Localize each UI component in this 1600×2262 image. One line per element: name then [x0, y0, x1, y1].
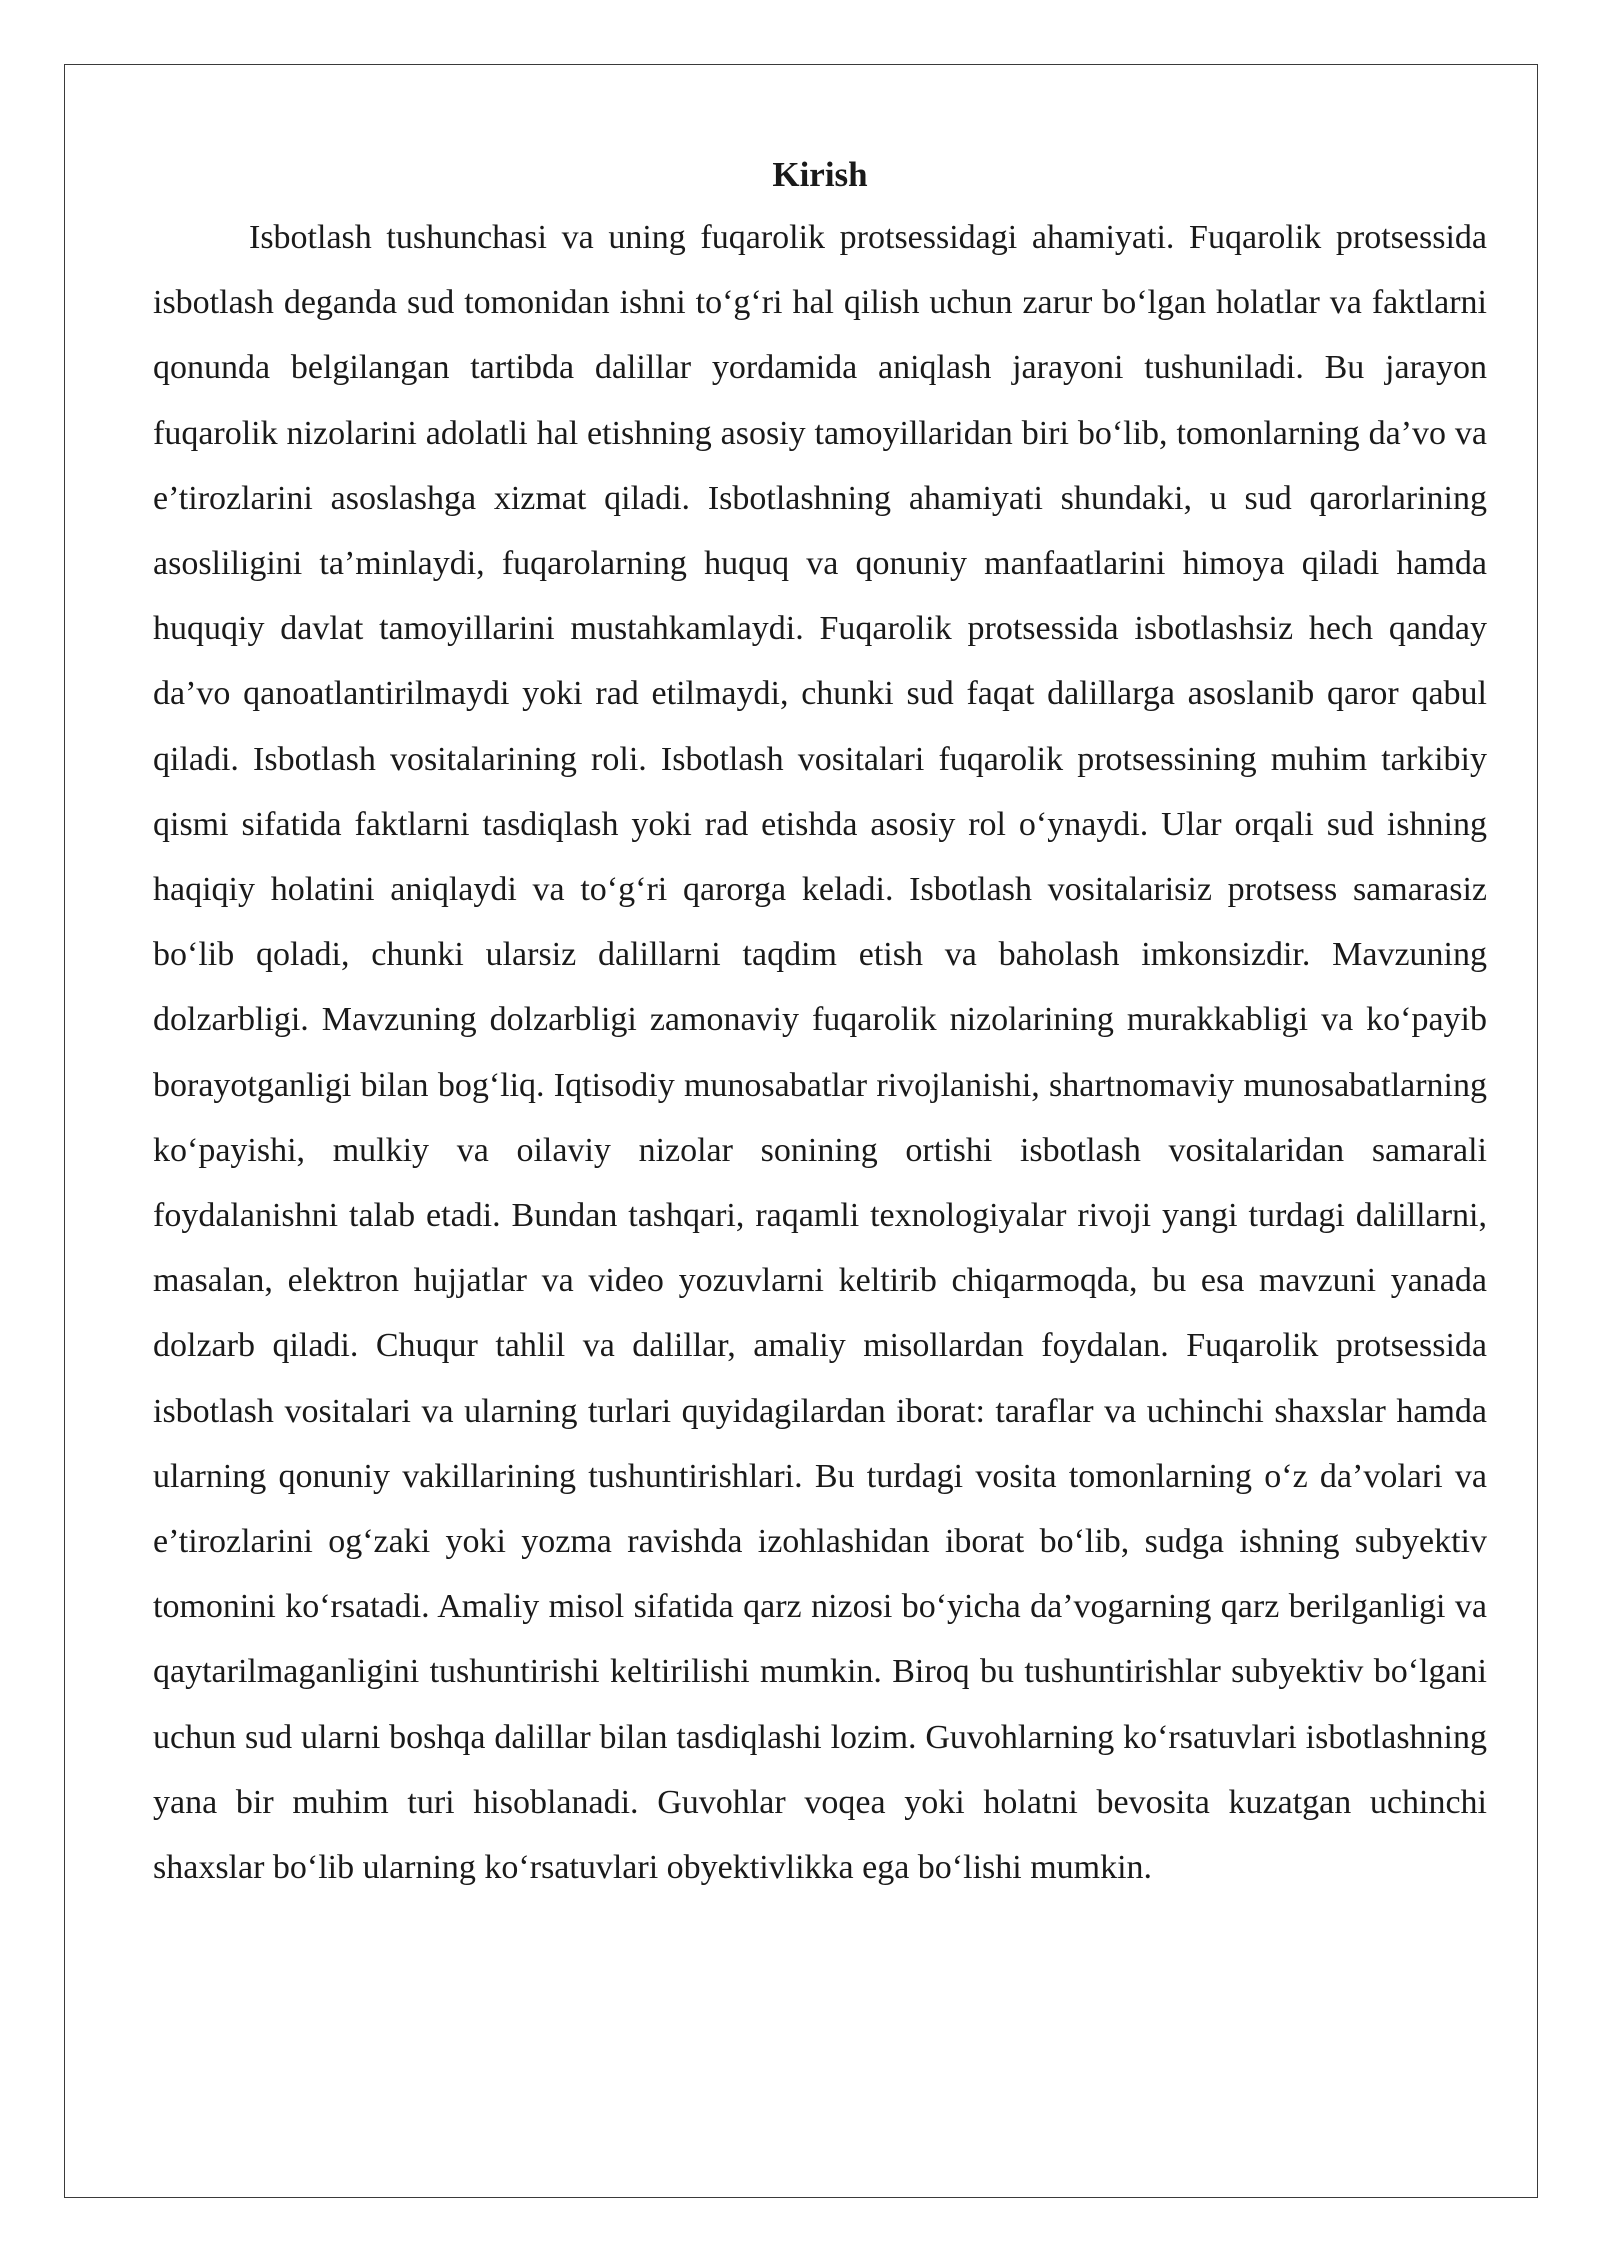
- document-content: [153, 145, 1487, 1900]
- document-body-paragraph: Isbotlash tushunchasi va uning fuqarolik protsessidagi ahamiyati. Fuqarolik protsessida isbotlash deganda sud tomonidan ishni to‘g‘ri hal qilish uchun zarur bo‘lgan holatlar va faktlarni qonunda belgilangan tartibda dalillar yordamida aniqlash jarayoni tushuniladi. Bu jarayon fuqarolik nizolarini adolatli hal etishning asosiy tamoyillaridan biri bo‘lib, tomonlarning da’vo va e’tirozlarini asoslashga xizmat qiladi. Isbotlashning ahamiyati shundaki, u sud qarorlarining asosliligini ta’minlaydi, fuqarolarning huquq va qonuniy manfaatlarini himoya qiladi hamda huquqiy davlat tamoyillarini mustahkamlaydi. Fuqarolik protsessida isbotlashsiz hech qanday da’vo qanoatlantirilmaydi yoki rad etilmaydi, chunki sud faqat dalillarga asoslanib qaror qabul qiladi. Isbotlash vositalarining roli. Isbotlash vositalari fuqarolik protsessining muhim tarkibiy qismi sifatida faktlarni tasdiqlash yoki rad etishda asosiy rol o‘ynaydi. Ular orqali sud ishning haqiqiy holatini aniqlaydi va to‘g‘ri qarorga keladi. Isbotlash vositalarisiz protsess samarasiz bo‘lib qoladi, chunki ularsiz dalillarni taqdim etish va baholash imkonsizdir. Mavzuning dolzarbligi. Mavzuning dolzarbligi zamonaviy fuqarolik nizolarining murakkabligi va ko‘payib borayotganligi bilan bog‘liq. Iqtisodiy munosabatlar rivojlanishi, shartnomaviy munosabatlarning ko‘payishi, mulkiy va oilaviy nizolar sonining ortishi isbotlash vositalaridan samarali foydalanishni talab etadi. Bundan tashqari, raqamli texnologiyalar rivoji yangi turdagi dalillarni, masalan, elektron hujjatlar va video yozuvlarni keltirib chiqarmoqda, bu esa mavzuni yanada dolzarb qiladi. Chuqur tahlil va dalillar, amaliy misollardan foydalan. Fuqarolik protsessida isbotlash vositalari va ularning turlari quyidagilardan iborat: taraflar va uchinchi shaxslar hamda ularning qonuniy vakillarining tushuntirishlari. Bu turdagi vosita tomonlarning o‘z da’volari va e’tirozlarini og‘zaki yoki yozma ravishda izohlashidan iborat bo‘lib, sudga ishning subyektiv tomonini ko‘rsatadi. Amaliy misol sifatida qarz nizosi bo‘yicha da’vogarning qarz berilganligi va qaytarilmaganligini tushuntirishi keltirilishi mumkin. Biroq bu tushuntirishlar subyektiv bo‘lgani uchun sud ularni boshqa dalillar bilan tasdiqlashi lozim. Guvohlarning ko‘rsatuvlari isbotlashning yana bir muhim turi hisoblanadi. Guvohlar voqea yoki holatni bevosita kuzatgan uchinchi shaxslar bo‘lib ularning ko‘rsatuvlari obyektivlikka ega bo‘lishi mumkin.: [153, 219, 1487, 1887]
- document-title: Kirish: [772, 155, 868, 194]
